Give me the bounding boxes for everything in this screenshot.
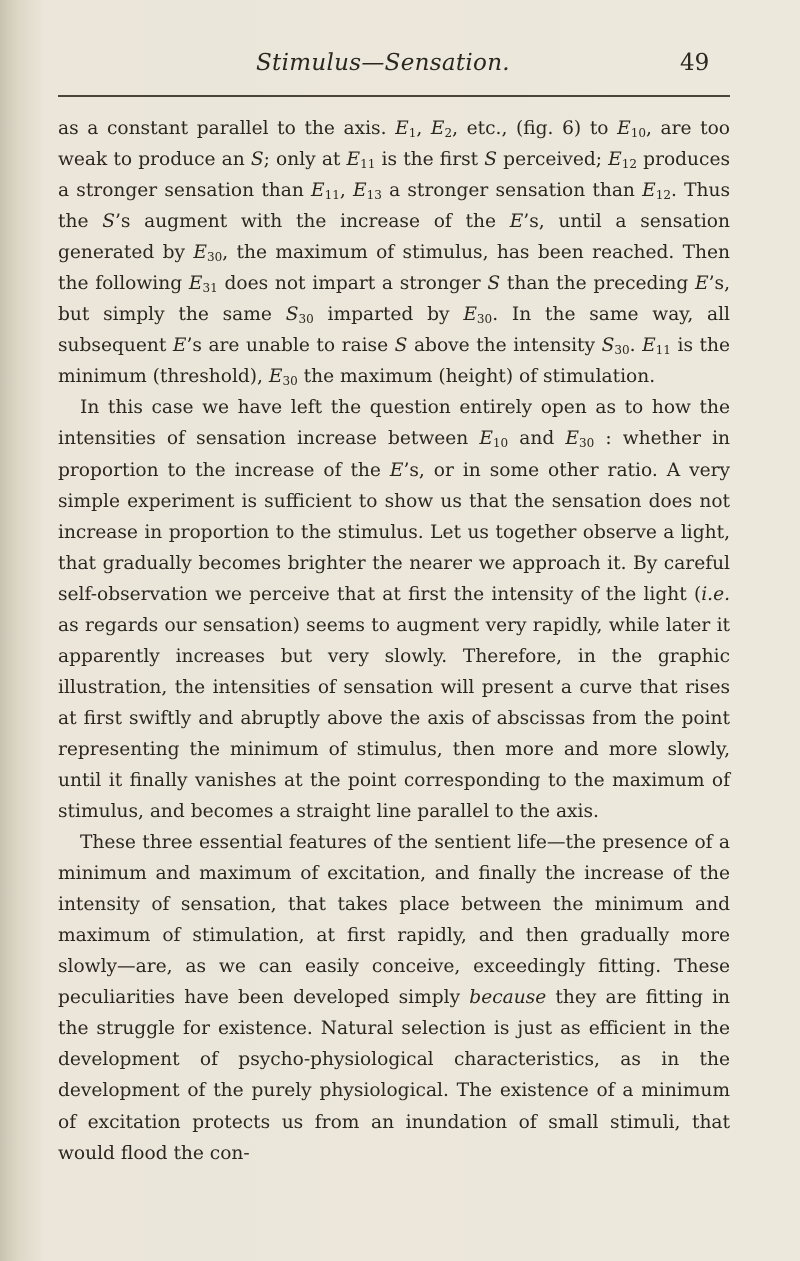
math-subscript: 30 — [282, 374, 298, 389]
math-variable: E — [268, 366, 283, 388]
math-variable: E — [642, 335, 656, 357]
text-run: ’s, but simply the same — [58, 273, 730, 326]
math-subscript: 10 — [492, 436, 509, 451]
math-subscript: 1 — [408, 126, 417, 140]
math-subscript: 13 — [366, 188, 382, 203]
math-subscript: 30 — [578, 436, 595, 451]
text-run: does not impart a stronger — [217, 273, 488, 295]
text-run: ; only at — [263, 149, 347, 171]
math-symbol — [189, 273, 218, 294]
math-symbol — [487, 273, 500, 294]
body-text — [58, 113, 730, 1169]
page-number: 49 — [680, 50, 710, 76]
math-symbol — [484, 149, 497, 170]
text-run: ’s augment with the increase of the — [114, 211, 510, 233]
math-symbol — [251, 149, 264, 170]
text-run: a stronger sensation than — [381, 180, 643, 202]
text-run: . Thus the — [58, 180, 730, 233]
math-variable: E — [188, 273, 203, 295]
math-variable: S — [102, 211, 115, 233]
math-symbol — [395, 335, 408, 356]
text-run: above the intensity — [407, 335, 602, 357]
paragraph — [58, 113, 730, 392]
math-symbol — [695, 273, 709, 294]
running-title: Stimulus—Sensation. — [256, 50, 510, 76]
paragraph — [58, 392, 730, 827]
text-run: , — [416, 118, 431, 139]
math-variable: E — [172, 335, 187, 357]
math-symbol — [608, 149, 637, 170]
math-symbol — [510, 211, 524, 232]
text-run: as regards our sensation) seems to augment very rapidly, while later it apparently increases but very slowly. Therefore, in the graphic illustration, the intensities of sensation will present a curve that rises at first swiftly and abruptly above the axis of abscissas from the point representing the minimum of stimulus, then more and more slowly, until it finally vanishes at the point corresponding to the maximum of stimulus, and becomes a straight line parallel to the axis. — [58, 614, 730, 823]
text-run: the maximum (height) of stimulation. — [297, 366, 656, 388]
math-symbol — [193, 242, 222, 263]
math-variable: S — [285, 304, 299, 326]
math-subscript: 2 — [444, 126, 453, 140]
page-header — [0, 44, 800, 84]
text-run: produces a stronger sensation than — [58, 149, 730, 202]
text-run: imparted by — [313, 304, 464, 326]
math-variable: E — [617, 118, 631, 139]
text-run: as a constant parallel to the axis. — [58, 118, 396, 139]
text-run: , the maximum of stimulus, has been reached. Then the following — [58, 242, 731, 295]
math-variable: E — [695, 273, 709, 295]
math-subscript: 11 — [360, 157, 376, 172]
text-run: . In the same way, all subsequent — [58, 304, 730, 357]
math-variable: S — [250, 149, 264, 171]
text-run: , etc., (fig. 6) to — [452, 118, 618, 139]
math-symbol — [479, 428, 508, 449]
math-subscript: 10 — [630, 126, 646, 140]
math-subscript: 30 — [298, 312, 314, 327]
text-run: ’s are unable to raise — [186, 335, 395, 357]
math-subscript: 12 — [621, 157, 638, 172]
text-run: is the first — [375, 149, 485, 171]
math-variable: E — [430, 118, 445, 139]
text-run: , are too weak to produce an — [58, 118, 730, 171]
text-run: than the preceding — [500, 273, 696, 295]
math-symbol — [269, 366, 298, 387]
math-variable: E — [346, 149, 361, 171]
math-symbol — [395, 118, 416, 139]
math-variable: S — [601, 335, 615, 357]
text-run: , — [339, 180, 354, 202]
math-variable: E — [642, 180, 656, 202]
math-symbol — [390, 460, 404, 481]
text-run: perceived; — [497, 149, 609, 171]
italic-text: i.e. — [701, 583, 730, 605]
math-variable: E — [193, 242, 207, 264]
math-variable: S — [484, 149, 498, 171]
math-variable: E — [389, 459, 404, 481]
text-run: they are fitting in the struggle for existence. Natural selection is just as efficient in the development of psycho-physiological characteristics, as in the development of the purely physiological. The existence of a minimum of excitation protects us from an inundation of small stimuli, that would flood the con- — [58, 987, 730, 1164]
math-symbol — [463, 304, 492, 325]
text-run: In this case we have left the question entirely open as to how the intensities of sensation increase between — [58, 397, 730, 450]
math-symbol — [102, 211, 115, 232]
text-run: ’s, or in some other ratio. A very simple experiment is sufficient to show us that the sensation does not increase in proportion to the stimulus. Let us together observe a light, that gradually becomes brighter the nearer we approach it. By careful self-observation we perceive that at first the intensity of the light ( — [58, 459, 730, 605]
math-variable: E — [353, 180, 367, 202]
math-variable: E — [565, 428, 579, 450]
text-run: These three essential features of the sentient life—the presence of a minimum and maximum of excitation, and finally the increase of the intensity of sensation, that takes place between the minimum and maximum of stimulation, at first rapidly, and then gradually more slowly—are, as we can easily conceive, exceedingly fitting. These peculiarities have been developed simply — [58, 832, 730, 1009]
math-variable: S — [487, 273, 501, 295]
math-variable: E — [311, 180, 325, 202]
math-symbol — [347, 149, 376, 170]
math-variable: E — [463, 304, 477, 326]
paragraph — [58, 827, 730, 1169]
text-run: and — [508, 428, 566, 450]
math-symbol — [431, 118, 452, 139]
math-variable: E — [608, 149, 622, 171]
math-subscript: 30 — [206, 250, 223, 265]
math-symbol — [286, 304, 314, 325]
italic-text: because — [469, 987, 547, 1009]
text-run: ’s, until a sensation generated by — [58, 211, 730, 264]
math-subscript: 12 — [655, 188, 671, 203]
math-symbol — [173, 335, 187, 356]
math-symbol — [617, 118, 646, 139]
math-symbol — [353, 180, 382, 201]
math-symbol — [602, 335, 630, 356]
math-subscript: 11 — [324, 188, 340, 203]
text-run: . — [629, 335, 643, 357]
math-variable: S — [394, 335, 408, 357]
math-variable: E — [479, 428, 493, 450]
math-subscript: 11 — [655, 343, 671, 358]
math-subscript: 30 — [614, 343, 630, 358]
math-variable: E — [395, 118, 409, 139]
math-variable: E — [509, 211, 524, 233]
math-symbol — [565, 428, 594, 449]
math-symbol — [311, 180, 340, 201]
header-rule — [58, 95, 730, 97]
math-subscript: 30 — [476, 312, 493, 327]
text-run: : whether in proportion to the increase of the — [58, 428, 730, 481]
math-symbol — [642, 335, 671, 356]
math-subscript: 31 — [202, 281, 218, 296]
text-run: is the minimum (threshold), — [58, 335, 730, 388]
math-symbol — [642, 180, 671, 201]
